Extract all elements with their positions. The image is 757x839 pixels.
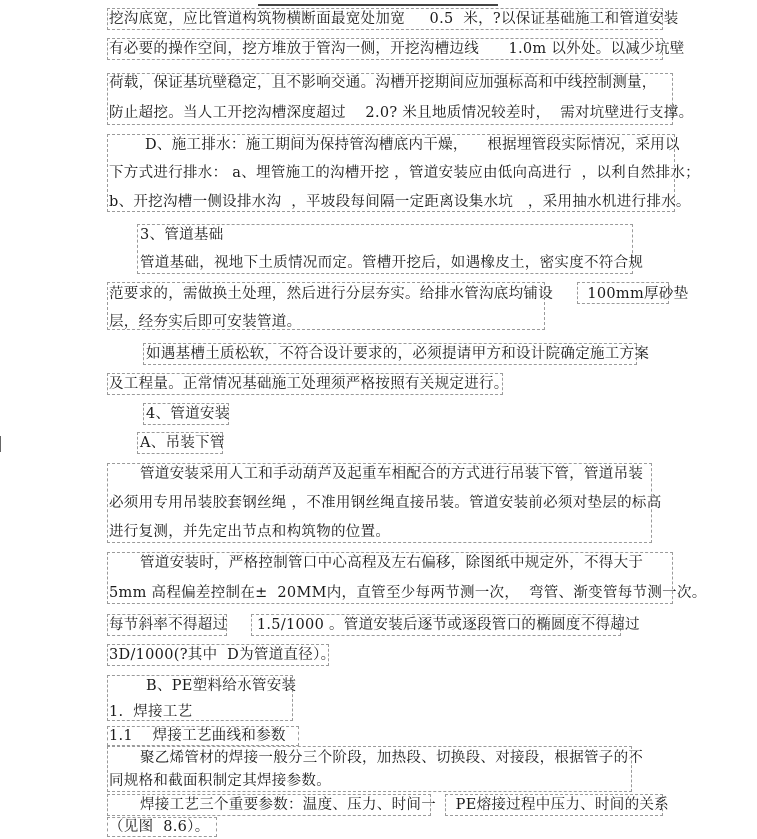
paragraph-line: 范要求的，需做换土处理，然后进行分层夯实。给排水管沟底均铺设 100mm厚砂垫 [109,286,689,302]
subsection-heading: A、吊装下管 [140,435,225,451]
paragraph-line: 5mm 高程偏差控制在± 20MM内，直管至少每两节测一次， 弯管、渐变管每节测一次。 [109,585,707,601]
paragraph-line: 每节斜率不得超过 1.5/1000 。管道安装后逐节或逐段管口的椭圆度不得超过 [109,617,640,633]
paragraph-line: D、施工排水：施工期间为保持管沟槽底内干燥， 根据埋管段实际情况，采用以 [145,137,680,153]
page-edge-mark [0,436,4,452]
paragraph-line: 挖沟底宽，应比管道构筑物横断面最宽处加宽 0.5 米，?以保证基础施工和管道安装 [109,11,679,27]
paragraph-line: 聚乙烯管材的焊接一般分三个阶段，加热段、切换段、对接段，根据管子的不 [140,750,644,766]
section-heading: 4、管道安装 [146,406,230,422]
paragraph-line: 必须用专用吊装胶套钢丝绳 ，不准用钢丝绳直接吊装。管道安装前必须对垫层的标高 [109,495,662,511]
header-rule [258,0,498,6]
paragraph-line: 防止超挖。当人工开挖沟槽深度超过 2.0? 米且地质情况较差时， 需对坑壁进行支撑。 [109,105,694,121]
paragraph-line: 进行复测，并先定出节点和构筑物的位置。 [109,524,391,540]
paragraph-line: 下方式进行排水： a、埋管施工的沟槽开挖 ，管道安装应由低向高进行 ，以利自然排水； [109,165,700,181]
paragraph-line: 焊接工艺三个重要参数：温度、压力、时间一 PE熔接过程中压力、时间的关系 [140,797,669,813]
paragraph-line: 管道基础，视地下土质情况而定。管槽开挖后，如遇橡皮土，密实度不符合规 [140,255,644,271]
subsection-heading: B、PE塑料给水管安装 [146,678,297,694]
paragraph-line: 如遇基槽土质松软，不符合设计要求的，必须提请甲方和设计院确定施工方案 [146,346,650,362]
paragraph-line: 及工程量。正常情况基础施工处理须严格按照有关规定进行。 [109,376,509,392]
paragraph-line: 有必要的操作空间，挖方堆放于管沟一侧，开挖沟槽边线 1.0m 以外处。以减少坑壁 [109,41,685,57]
section-heading: 3、管道基础 [140,227,224,243]
paragraph-line: 管道安装采用人工和手动葫芦及起重车相配合的方式进行吊装下管，管道吊装 [140,466,644,482]
paragraph-line: b、开挖沟槽一侧设排水沟 ，平坡段每间隔一定距离设集水坑 ，采用抽水机进行排水。 [109,194,691,210]
paragraph-line: 管道安装时，严格控制管口中心高程及左右偏移，除图纸中规定外，不得大于 [140,555,644,571]
subsection-heading: 1. 焊接工艺 [109,704,193,720]
paragraph-line: 3D/1000(?其中 D为管道直径）。 [109,647,336,663]
paragraph-line: 层，经夯实后即可安装管道。 [109,314,302,330]
subsection-heading: 1.1 焊接工艺曲线和参数 [109,728,286,744]
paragraph-line: 荷载，保证基坑壁稳定，且不影响交通。沟槽开挖期间应加强标高和中线控制测量， [109,75,657,91]
paragraph-line: 同规格和截面积制定其焊接参数。 [109,773,331,789]
paragraph-line: （见图 8.6）。 [109,819,210,835]
